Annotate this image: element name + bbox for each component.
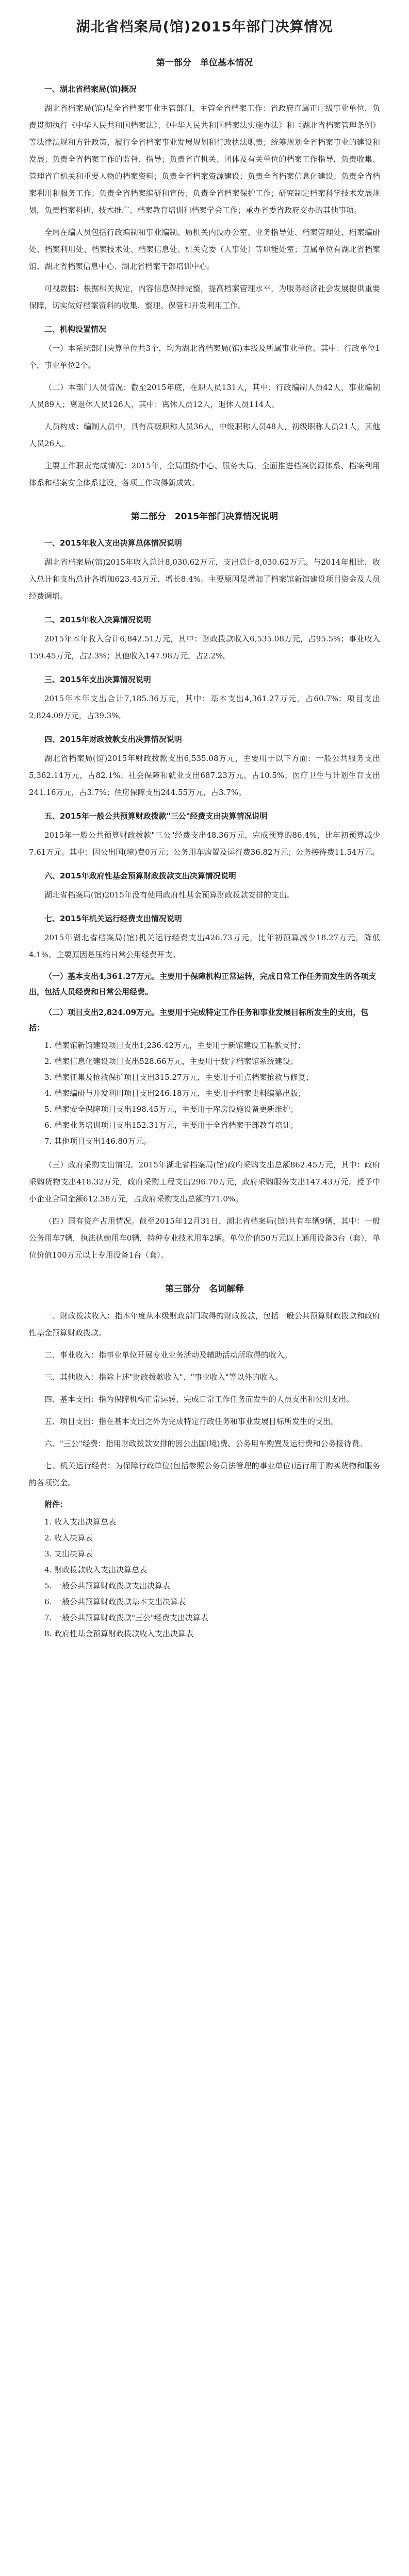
list-item: 2. 档案信息化建设项目支出528.66万元，主要用于数字档案馆系统建设； xyxy=(44,1057,298,1066)
list-item: 7. 其他项目支出146.80万元。 xyxy=(44,1137,151,1146)
term-definition: 二、事业收入：指事业单位开展专业业务活动及辅助活动所取得的收入。 xyxy=(44,1350,292,1360)
attachment-link[interactable]: 3. 支出决算表 xyxy=(44,1549,93,1558)
attachment-link[interactable]: 4. 财政拨款收入支出决算总表 xyxy=(44,1565,148,1574)
attachment-link[interactable]: 1. 收入支出决算总表 xyxy=(44,1517,117,1527)
paragraph: 可视数据：根据相关规定，内容信息保持完整，提高档案管理水平，为服务经济社会发展提供重要保障，切实做好档案资料的收集、整理、保管和开发利用工作。 xyxy=(29,284,380,310)
term-definition: 六、"三公"经费：指用财政拨款安排的因公出国(境)费、公务用车购置及运行费和公务接待费。 xyxy=(44,1439,367,1448)
attachment-link[interactable]: 7. 一般公共预算财政拨款"三公"经费支出决算表 xyxy=(44,1613,208,1622)
paragraph: 湖北省档案局(馆)是全省档案事业主管部门，主管全省档案工作：省政府直属正厅级事业单位，负责贯彻执行《中华人民共和国档案法》、《中华人民共和国档案法实施办法》和《湖北省档案管理条例》等法律法规和方针政策，履行全省档案事业发展规划和行政执法职责；统筹规划全省档案事业的建设和发展；负责全省档案工作的监督、指导；负责省直机关、团体及有关单位的档案工作指导，负责收集、管理省直机关和重要人物的档案资料；负责全省档案资源建设；负责全省档案信息化建设；负责全省档案利用和服务工作；负责全省档案编研和宣传；负责全省档案保护工作；研究制定档案科学技术发展规划，负责档案科研、技术推广、档案教育培训和档案学会工作；承办省委省政府交办的其他事项。 xyxy=(29,104,380,215)
list-item: 6. 档案业务培训项目支出152.31万元，主要用于全省档案干部教育培训； xyxy=(44,1121,298,1130)
paragraph: 湖北省档案局(馆)2015年没有使用政府性基金预算财政拨款安排的支出。 xyxy=(44,890,295,900)
part2-section-heading: 五、2015年一般公共预算财政拨款"三公"经费支出决算情况说明 xyxy=(44,811,268,821)
paragraph: （二）本部门人员情况：截至2015年底，在职人员131人，其中：行政编制人员42人，事业编制人员89人；离退休人员126人，其中：离休人员12人，退休人员114人。 xyxy=(29,383,380,409)
part2-section-heading: 二、2015年收入决算情况说明 xyxy=(44,615,151,624)
sub-heading: （一）基本支出4,361.27万元。主要用于保障机构正常运转，完成日常工作任务而发生的各项支出，包括人员经费和日常公用经费。 xyxy=(29,972,377,996)
list-item: 3. 档案征集及抢救保护项目支出315.27万元，主要用于重点档案抢救与修复； xyxy=(44,1073,314,1082)
list-item: 5. 档案安全保障项目支出198.45万元，主要用于库房设施设备更新维护； xyxy=(44,1105,298,1114)
term-definition: 五、项目支出：指在基本支出之外为完成特定行政任务和事业发展目标所发生的支出。 xyxy=(44,1417,339,1426)
paragraph: （一）本系统部门决算单位共3个，均为湖北省档案局(馆)本级及所属事业单位。其中：行政单位1个，事业单位2个。 xyxy=(29,344,380,370)
document-title: 湖北省档案局(馆)2015年部门决算情况 xyxy=(76,19,333,35)
part1-title: 第一部分 单位基本情况 xyxy=(156,58,253,68)
attachments-heading: 附件： xyxy=(44,1500,68,1509)
attachment-link[interactable]: 5. 一般公共预算财政拨款支出决算表 xyxy=(44,1581,171,1590)
part2-section-heading: 三、2015年支出决算情况说明 xyxy=(44,675,151,684)
attachment-link[interactable]: 6. 一般公共预算财政拨款基本支出决算表 xyxy=(44,1597,186,1606)
part2-section-heading: 四、2015年财政拨款支出决算情况说明 xyxy=(44,735,182,744)
paragraph: （三）政府采购支出情况。2015年湖北省档案局(馆)政府采购支出总额862.45万元，其中：政府采购货物支出418.32万元，政府采购工程支出296.70万元，政府采购服务支出147.43万元。授予中小企业合同金额612.38万元，占政府采购支出总额的71.0%。 xyxy=(29,1160,380,1204)
paragraph: （四）国有资产占用情况。截至2015年12月31日，湖北省档案局(馆)共有车辆9辆，其中：一般公务用车7辆，执法执勤用车0辆，特种专业技术用车2辆。单位价值50万元以上通用设备3台（套），单位价值100万元以上专用设备1台（套）。 xyxy=(29,1216,380,1260)
part2-section-heading: 七、2015年机关运行经费支出情况说明 xyxy=(44,914,182,923)
term-definition: 七、机关运行经费：为保障行政单位(包括参照公务员法管理的事业单位)运行用于购买货物和服务的各项资金。 xyxy=(29,1461,380,1487)
sub-heading: （二）项目支出2,824.09万元。主要用于完成特定工作任务和事业发展目标所发生的支出，包括： xyxy=(29,1008,369,1032)
paragraph: 2015年本年收入合计6,842.51万元，其中：财政拨款收入6,535.08万元，占95.5%；事业收入159.45万元，占2.3%；其他收入147.98万元，占2.2%。 xyxy=(29,634,380,660)
paragraph: 湖北省档案局(馆)2015年收入总计8,030.62万元，支出总计8,030.62万元。与2014年相比，收入总计和支出总计各增加623.45万元，增长8.4%。主要原因是增加了档案馆新馆建设项目资金及人员经费调增。 xyxy=(29,557,380,601)
paragraph: 湖北省档案局(馆)2015年财政拨款支出6,535.08万元，主要用于以下方面：一般公共服务支出5,362.14万元，占82.1%；社会保障和就业支出687.23万元，占10.5%；医疗卫生与计划生育支出241.16万元，占3.7%；住房保障支出244.55万元，占3.7%。 xyxy=(29,754,380,797)
attachment-link[interactable]: 8. 政府性基金预算财政拨款收入支出决算表 xyxy=(44,1629,194,1638)
list-item: 4. 档案编研与开发利用项目支出246.18万元，主要用于档案史料编纂出版； xyxy=(44,1089,306,1098)
part1-section2-heading: 二、机构设置情况 xyxy=(44,325,107,334)
paragraph: 2015年一般公共预算财政拨款"三公"经费支出48.36万元，完成预算的86.4%，比年初预算减少7.61万元。其中：因公出国(境)费0万元；公务用车购置及运行费36.82万元；公务接待费11.54万元。 xyxy=(29,831,380,857)
attachment-link[interactable]: 2. 收入决算表 xyxy=(44,1533,93,1543)
list-item: 1. 档案馆新馆建设项目支出1,236.42万元，主要用于新馆建设工程款支付； xyxy=(44,1041,305,1050)
paragraph: 全局在编人员包括行政编制和事业编制。局机关内设办公室、业务指导处、档案管理处、档案编研处、档案利用处、档案技术处、档案信息处、机关党委（人事处）等职能处室；直属单位有湖北省档案馆、湖北省档案信息中心、湖北省档案干部培训中心。 xyxy=(29,228,380,271)
paragraph: 主要工作职责完成情况：2015年，全局围绕中心、服务大局，全面推进档案资源体系、档案利用体系和档案安全体系建设，各项工作取得新成效。 xyxy=(29,461,380,487)
term-definition: 一、财政拨款收入：指本年度从本级财政部门取得的财政拨款，包括一般公共预算财政拨款和政府性基金预算财政拨款。 xyxy=(29,1311,380,1337)
term-definition: 三、其他收入：指除上述"财政拨款收入"、"事业收入"等以外的收入。 xyxy=(44,1372,283,1382)
part2-section-heading: 一、2015年收入支出决算总体情况说明 xyxy=(44,538,182,548)
paragraph: 2015年湖北省档案局(馆)机关运行经费支出426.73万元，比年初预算减少18.27万元，降低4.1%。主要原因是压缩日常公用经费开支。 xyxy=(29,933,380,959)
term-definition: 四、基本支出：指为保障机构正常运转、完成日常工作任务而发生的人员支出和公用支出。 xyxy=(44,1395,354,1404)
paragraph: 人员构成：编制人员中，具有高级职称人员36人，中级职称人员48人，初级职称人员21人，其他人员26人。 xyxy=(29,422,380,448)
part2-section-heading: 六、2015年政府性基金预算财政拨款支出决算情况说明 xyxy=(44,871,236,880)
part3-title: 第三部分 名词解释 xyxy=(165,1284,244,1294)
paragraph: 2015年本年支出合计7,185.36万元，其中：基本支出4,361.27万元，占60.7%；项目支出2,824.09万元，占39.3%。 xyxy=(29,694,380,720)
part1-section1-heading: 一、湖北省档案局(馆)概况 xyxy=(44,84,137,94)
part2-title: 第二部分 2015年部门决算情况说明 xyxy=(130,512,279,522)
